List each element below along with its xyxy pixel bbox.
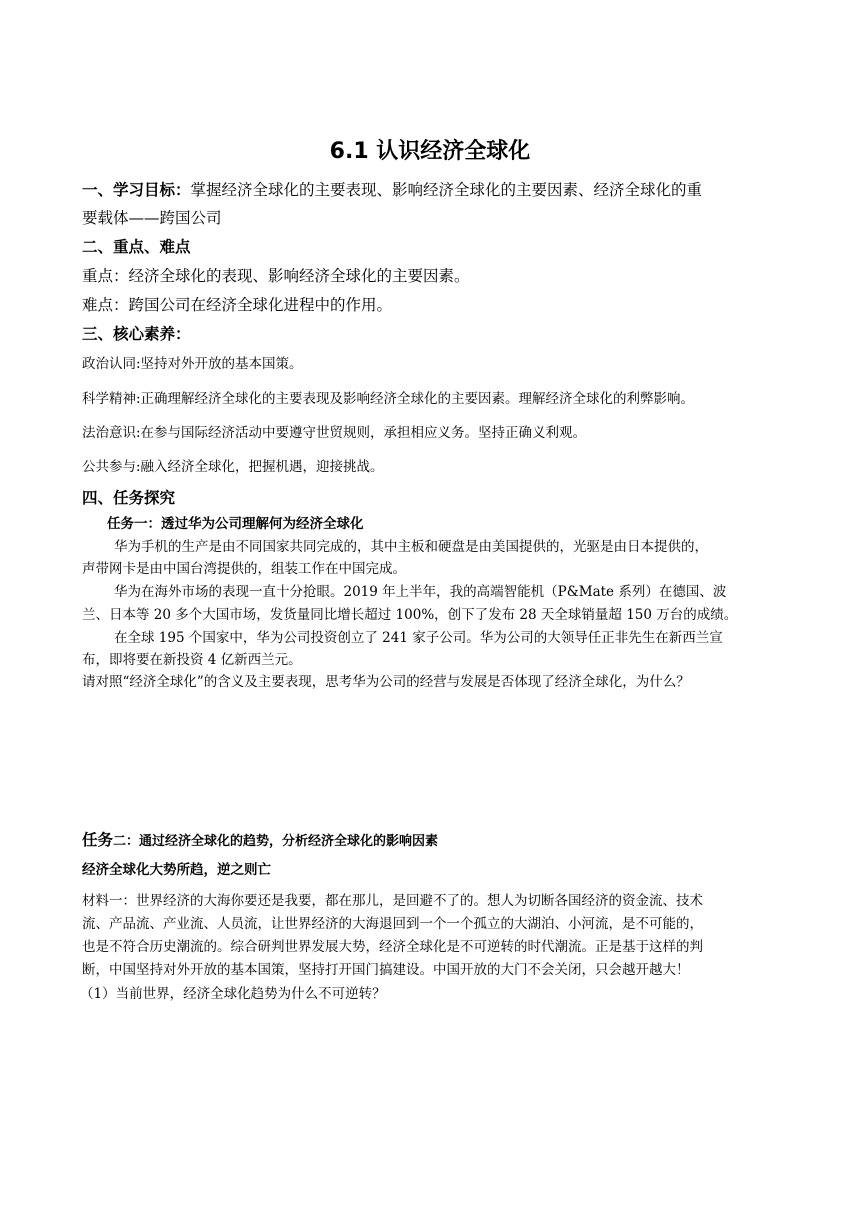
key-points-heading: 二、重点、难点 [82,237,191,256]
literacy-item-law: 法治意识:在参与国际经济活动中要遵守世贸规则，承担相应义务。坚持正确义利观。 [82,425,587,441]
literacy-item-public: 公共参与:融入经济全球化，把握机遇，迎接挑战。 [82,459,384,475]
objectives-line1 [82,178,702,200]
page-title: 6.1 认识经济全球化 [329,139,531,164]
literacy-item-political: 政治认同:坚持对外开放的基本国策。 [82,356,303,372]
task1-paragraph2-line2: 兰、日本等 20 多个大国市场，发货量同比增长超过 100%，创下了发布 28 天全球销量超 150 万台的成绩。 [82,607,738,623]
task1-question: 请对照“经济全球化”的含义及主要表现，思考华为公司的经营与发展是否体现了经济全球化，为什么？ [82,674,690,690]
task1-paragraph3-line2: 布，即将要在新投资 4 亿新西兰元。 [82,652,302,668]
task2-subheading: 经济全球化大势所趋，逆之则亡 [82,862,271,878]
task2-heading-text: 二：通过经济全球化的趋势，分析经济全球化的影响因素 [113,834,439,849]
core-literacy-heading: 三、核心素养： [82,324,191,343]
objectives-text: 掌握经济全球化的主要表现、影响经济全球化的主要因素、经济全球化的重 [190,181,703,199]
task1-paragraph2-line1: 华为在海外市场的表现一直十分抢眼。2019 年上半年，我的高端智能机（P&Mate 系列）在德国、波 [114,584,727,600]
task-exploration-heading: 四、任务探究 [82,488,176,507]
material1-line1: 材料一：世界经济的大海你要还是我要，都在那儿，是回避不了的。想人为切断各国经济的资金流、技术 [82,893,703,909]
task2-heading [82,828,438,850]
task2-heading-prefix: 任务 [82,830,114,849]
objectives-heading: 一、学习目标： [82,180,191,199]
key-point: 重点：经济全球化的表现、影响经济全球化的主要因素。 [82,267,470,285]
objectives-line2: 要载体——跨国公司 [82,209,222,227]
material1-line2: 流、产品流、产业流、人员流，让世界经济的大海退回到一个一个孤立的大湖泊、小河流，是不可能的， [82,916,703,932]
material1-line3: 也是不符合历史潮流的。综合研判世界发展大势，经济全球化是不可逆转的时代潮流。正是基于这样的判 [82,939,703,955]
task1-paragraph3-line1: 在全球 195 个国家中，华为公司投资创立了 241 家子公司。华为公司的大领导任正非先生在新西兰宣 [114,630,723,646]
difficult-point: 难点：跨国公司在经济全球化进程中的作用。 [82,296,393,314]
task1-heading: 任务一：透过华为公司理解何为经济全球化 [107,516,364,532]
task2-question1: （1）当前世界，经济全球化趋势为什么不可逆转？ [80,986,386,1002]
task1-paragraph1-line2: 声带网卡是由中国台湾提供的，组装工作在中国完成。 [82,561,406,577]
material1-line4: 断，中国坚持对外开放的基本国策，坚持打开国门搞建设。中国开放的大门不会关闭，只会越开越大！ [82,962,690,978]
literacy-item-science: 科学精神:正确理解经济全球化的主要表现及影响经济全球化的主要因素。理解经济全球化的利弊影响。 [82,391,695,407]
task1-paragraph1-line1: 华为手机的生产是由不同国家共同完成的，其中主板和硬盘是由美国提供的，光驱是由日本提供的， [114,539,708,555]
